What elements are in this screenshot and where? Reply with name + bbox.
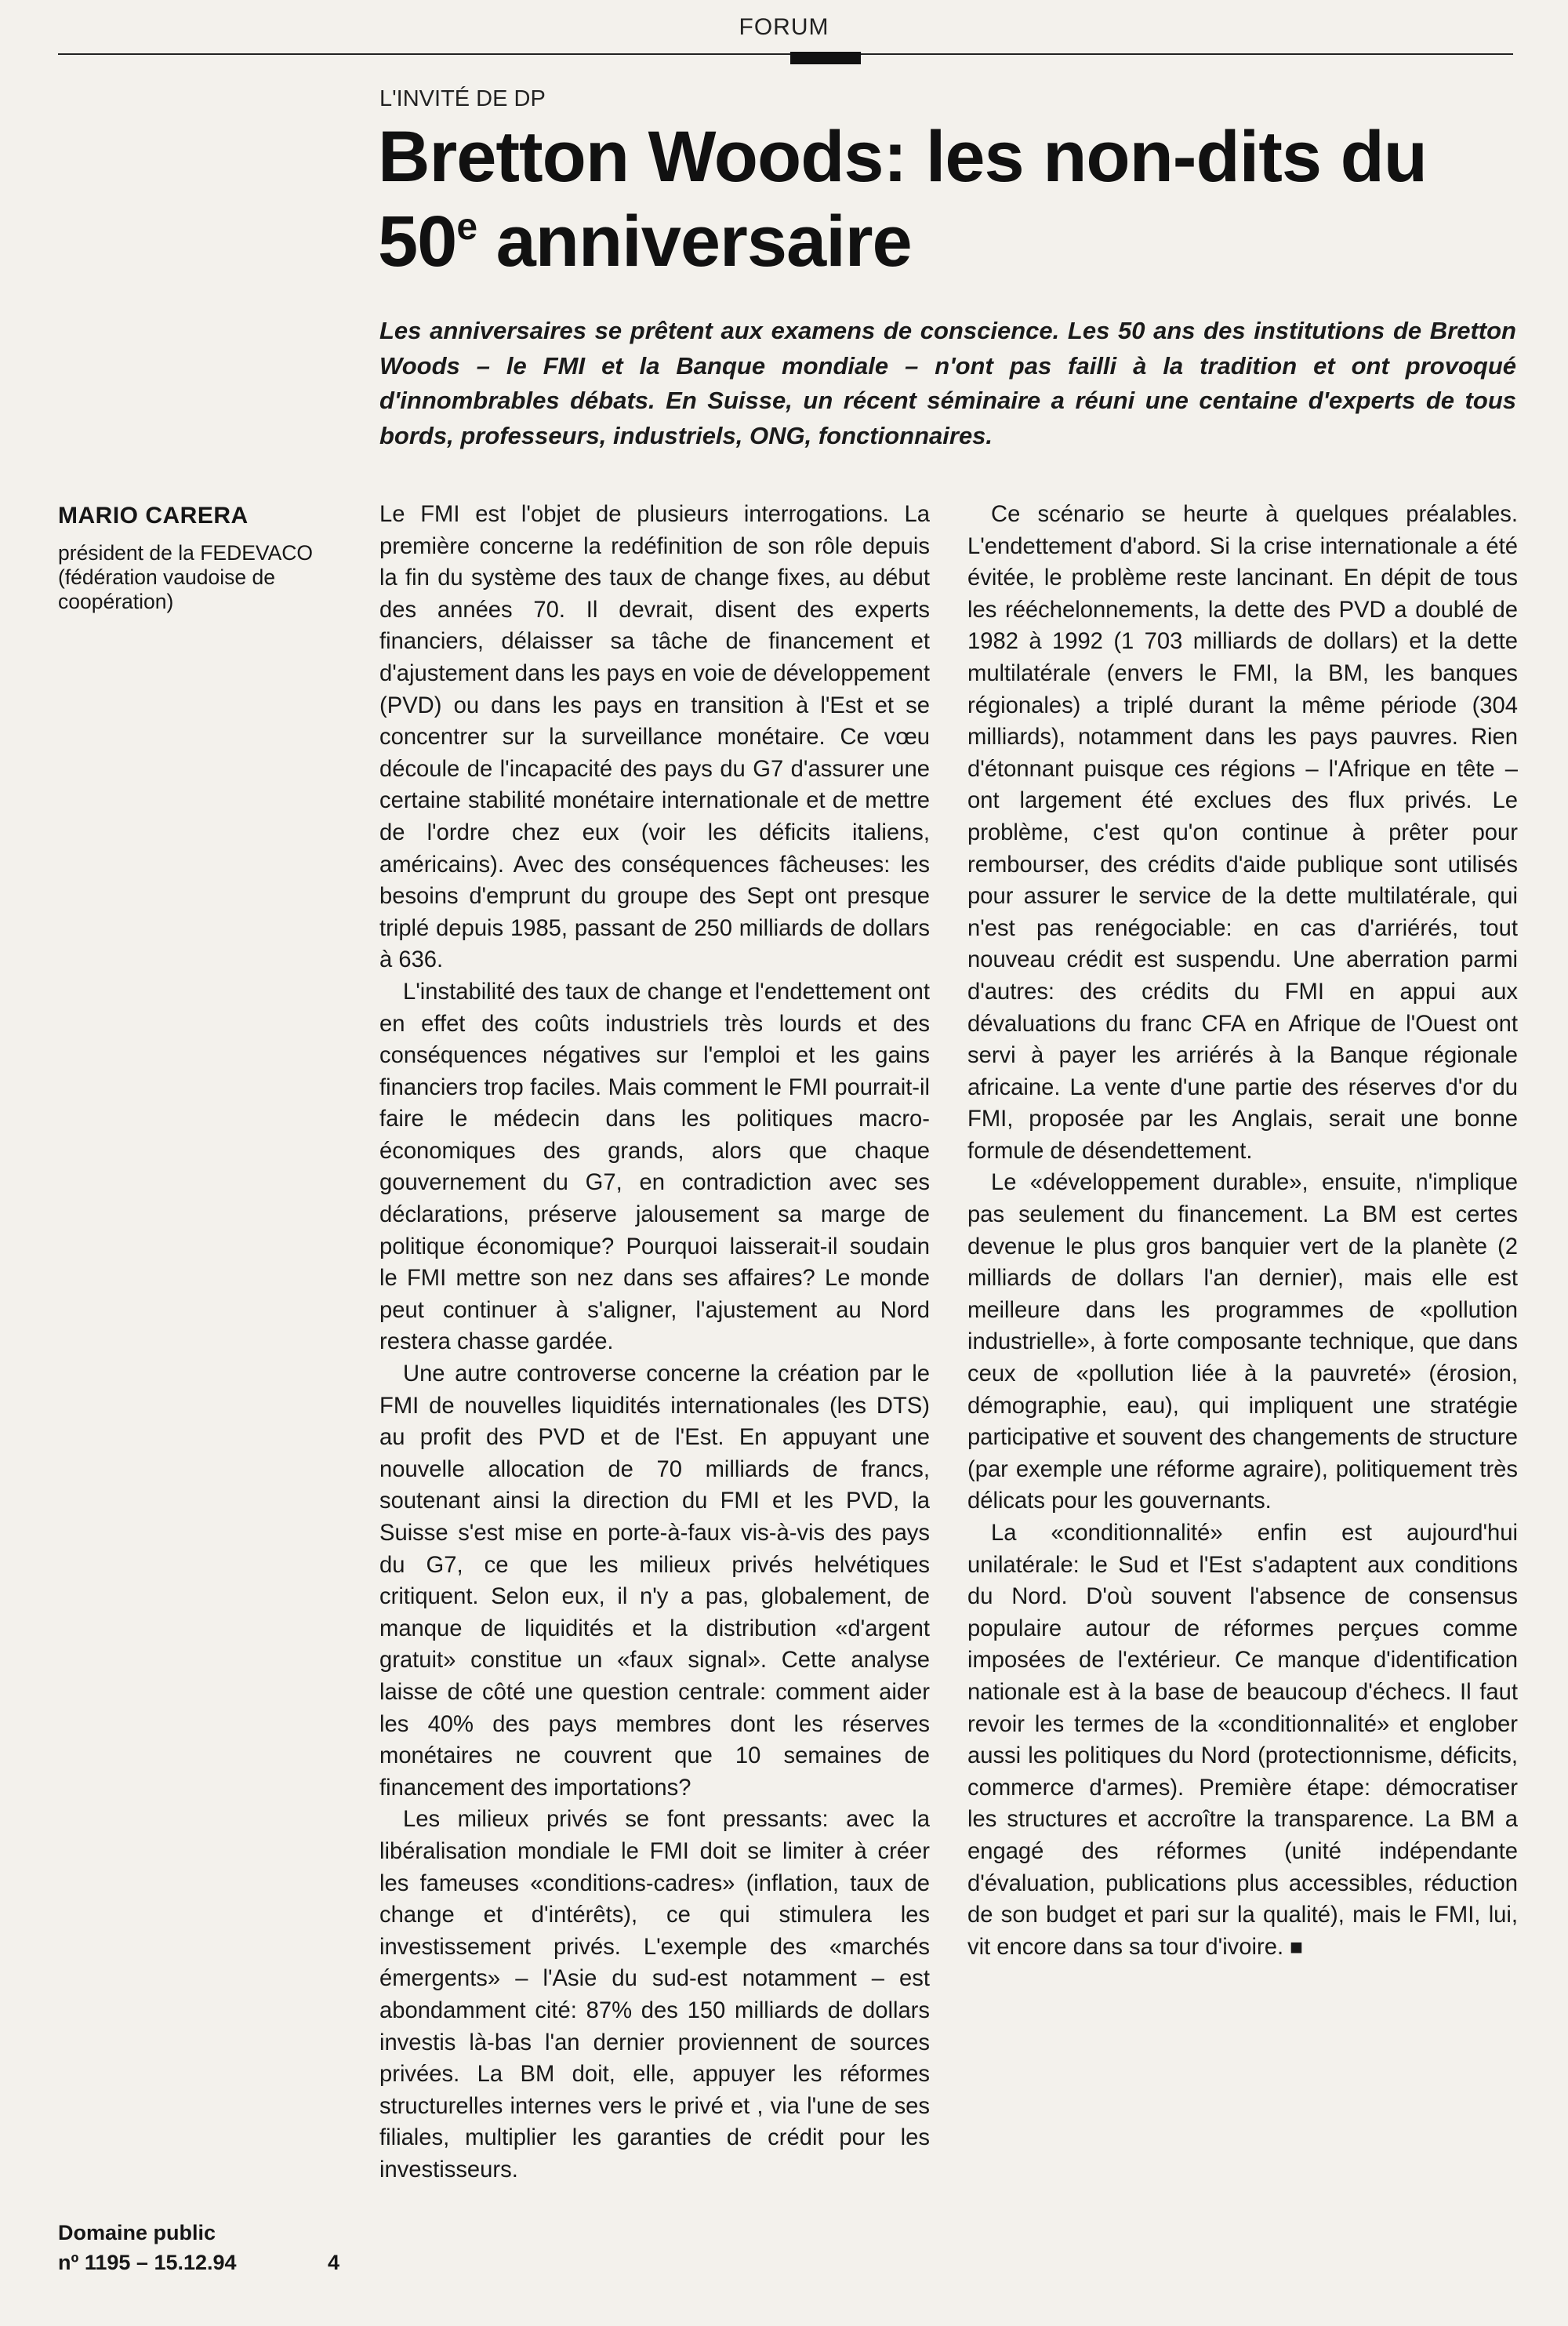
body-column-2 xyxy=(967,499,1518,1963)
body-paragraph-5: Ce scénario se heurte à quelques préalables. L'endettement d'abord. Si la crise internationale a été évitée, le problème reste lancinant. En dépit de tous les rééchelonnements, la dette des PVD a doublé de 1982 à 1992 (1 703 milliards de dollars) et la dette multilatérale (envers le FMI, la BM, les banques régionales) a triplé durant la même période (304 milliards), notamment dans les pays pauvres. Rien d'étonnant puisque ces régions – l'Afrique en tête – ont largement été exclues des flux privés. Le problème, c'est qu'on continue à prêter pour rembourser, des crédits d'aide publique sont utilisés pour assurer le service de la dette multilatérale, qui n'est pas renégociable: en cas d'arriérés, tout nouveau crédit est suspendu. Une aberration parmi d'autres: des crédits du FMI en appui aux dévaluations du franc CFA en Afrique de l'Ouest ont servi à payer les arriérés à la Banque régionale africaine. La vente d'une partie des réserves d'or du FMI, proposée par les Anglais, serait une bonne formule de désendettement. xyxy=(967,502,1518,1164)
article-kicker: L'INVITÉ DE DP xyxy=(379,86,546,111)
article-title xyxy=(378,114,1491,284)
author-name: MARIO CARERA xyxy=(58,503,249,529)
title-superscript: e xyxy=(456,206,477,248)
body-paragraph-7-wrapper xyxy=(967,1517,1518,1963)
body-paragraph-3: Une autre controverse concerne la création par le FMI de nouvelles liquidités internationales (les DTS) au profit des PVD et de l'Est. En appuyant une nouvelle allocation de 70 milliards de francs, soutenant ainsi la direction du FMI et les PVD, la Suisse s'est mise en porte-à-faux vis-à-vis des pays du G7, ce que les milieux privés helvétiques critiquent. Selon eux, il n'y a pas, globalement, de manque de liquidités et la distribution «d'argent gratuit» constitue un «faux signal». Cette analyse laisse de côté une question centrale: comment aider les 40% des pays membres dont les réserves monétaires ne couvrent que 10 semaines de financement des importations? xyxy=(379,1361,930,1801)
article-lead: Les anniversaires se prêtent aux examens de conscience. Les 50 ans des institutions de Bretton Woods – le FMI et la Banque mondiale – n'ont pas failli à la tradition et ont provoqué d'innombrables débats. En Suisse, un récent séminaire a réuni une centaine d'experts de tous bords, professeurs, industriels, ONG, fonctionnaires. xyxy=(379,317,1516,449)
page-number: 4 xyxy=(328,2251,340,2274)
section-label: FORUM xyxy=(739,14,829,40)
body-paragraph-2: L'instabilité des taux de change et l'endettement ont en effet des coûts industriels très lourds et des conséquences négatives sur l'emploi et les gains financiers trop faciles. Mais comment le FMI pourrait-il faire le médecin dans les politiques macro-économiques des grands, alors que chaque gouvernement du G7, en contradiction avec ses déclarations, préserve jalousement sa marge de politique économique? Pourquoi laisserait-il soudain le FMI mettre son nez dans ses affaires? Le monde peut continuer à s'aligner, l'ajustement au Nord restera chasse gardée. xyxy=(379,979,930,1355)
body-paragraph-6: Le «développement durable», ensuite, n'implique pas seulement du financement. La BM est certes devenue le plus gros banquier vert de la planète (2 milliards de dollars l'an dernier), mais elle est meilleure dans les programmes de «pollution industrielle», à forte composante technique, que dans ceux de «pollution liée à la pauvreté» (érosion, démographie, eau), qui impliquent une stratégie participative et souvent des changements de structure (par exemple une réforme agraire), politiquement très délicats pour les gouvernants. xyxy=(967,1170,1518,1514)
author-role: président de la FEDEVACO (fédération vaudoise de coopération) xyxy=(58,541,314,613)
title-rest: anniversaire xyxy=(477,202,912,282)
end-of-article-icon: ■ xyxy=(1290,1934,1304,1959)
body-column-1 xyxy=(379,499,930,2186)
title-number: 50 xyxy=(378,202,457,282)
publication-name: Domaine public xyxy=(58,2221,216,2244)
body-paragraph-4: Les milieux privés se font pressants: avec la libéralisation mondiale le FMI doit se limiter à créer les fameuses «conditions-cadres» (inflation, taux de change et d'intérêts), ce qui stimulera les investissement privés. L'exemple des «marchés émergents» – l'Asie du sud-est notamment – est abondamment cité: 87% des 150 milliards de dollars investis là-bas l'an dernier proviennent de sources privées. La BM doit, elle, appuyer les réformes structurelles internes vers le privé et , via l'une de ses filiales, multiplier les garanties de crédit pour les investisseurs. xyxy=(379,1807,930,2182)
title-line-1: Bretton Woods: les non-dits du xyxy=(378,117,1427,197)
body-paragraph-7: La «conditionnalité» enfin est aujourd'hui unilatérale: le Sud et l'Est s'adaptent aux conditions du Nord. D'où souvent l'absence de consensus populaire autour de réformes perçues comme imposées de l'extérieur. Ce manque d'identification nationale est à la base de beaucoup d'échecs. Il faut revoir les termes de la «conditionnalité» et englober aussi les politiques du Nord (protectionnisme, déficits, commerce d'armes). Première étape: démocratiser les structures et accroître la transparence. La BM a engagé des réformes (unité indépendante d'évaluation, publications plus accessibles, réduction de son budget et pari sur la qualité), mais le FMI, lui, vit encore dans sa tour d'ivoire. xyxy=(967,1521,1518,1960)
issue-number: nº 1195 – 15.12.94 xyxy=(58,2251,237,2274)
header-rule xyxy=(58,53,1513,55)
body-paragraph-1: Le FMI est l'objet de plusieurs interrogations. La première concerne la redéfinition de son rôle depuis la fin du système des taux de change fixes, au début des années 70. Il devrait, disent des experts financiers, délaisser sa tâche de financement et d'ajustement dans les pays en voie de développement (PVD) ou dans les pays en transition à l'Est et se concentrer sur la surveillance monétaire. Ce vœu découle de l'incapacité des pays du G7 d'assurer une certaine stabilité monétaire internationale et de mettre de l'ordre chez eux (voir les déficits italiens, américains). Avec des conséquences fâcheuses: les besoins d'emprunt du groupe des Sept ont presque triplé depuis 1985, passant de 250 milliards de dollars à 636. xyxy=(379,502,930,973)
header-rule-tab xyxy=(790,52,861,64)
